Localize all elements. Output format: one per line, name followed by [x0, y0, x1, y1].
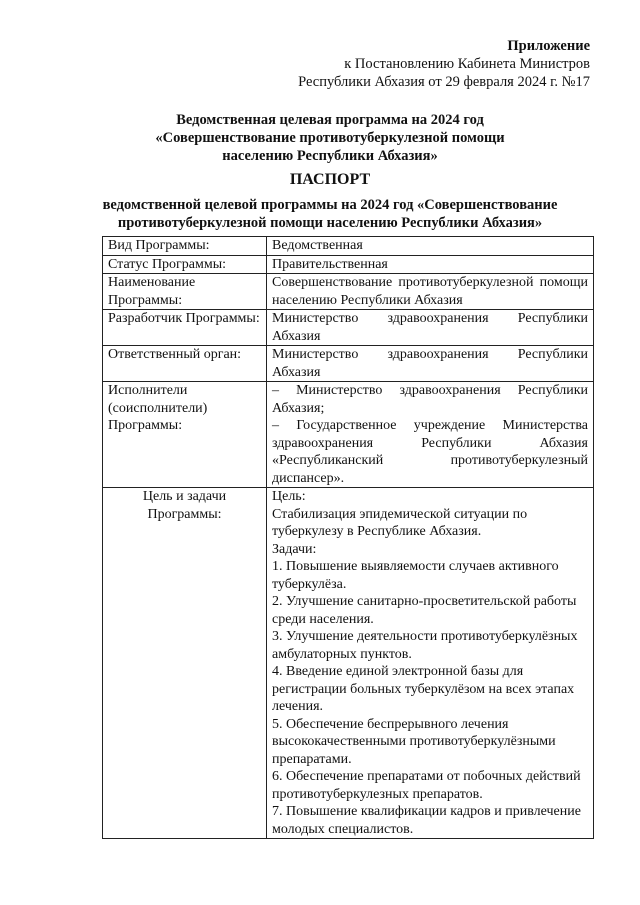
- table-row: [103, 488, 594, 839]
- status-label: Статус Программы:: [103, 255, 267, 274]
- passport-subtitle-line-1: ведомственной целевой программы на 2024 год «Совершенствование: [102, 197, 558, 213]
- developer-value: Министерство здравоохранения Республики Абхазия: [267, 310, 594, 346]
- table-row: [103, 382, 594, 488]
- tasks-heading: Задачи:: [272, 541, 317, 557]
- program-heading-line-3: населению Республики Абхазия»: [222, 148, 438, 164]
- task-item: 1. Повышение выявляемости случаев активного туберкулёза.: [272, 559, 559, 592]
- name-label: Наименование Программы:: [103, 274, 267, 310]
- developer-label: Разработчик Программы:: [103, 310, 267, 346]
- program-heading-line-2: «Совершенствование противотуберкулезной помощи: [155, 130, 505, 146]
- type-label: Вид Программы:: [103, 237, 267, 256]
- name-value: Совершенствование противотуберкулезной помощи населению Республики Абхазия: [267, 274, 594, 310]
- task-item: 2. Улучшение санитарно-просветительской работы среди населения.: [272, 594, 577, 627]
- status-value: Правительственная: [267, 255, 594, 274]
- goals-value: [267, 488, 594, 839]
- responsible-value: Министерство здравоохранения Республики Абхазия: [267, 346, 594, 382]
- task-item: 6. Обеспечение препаратами от побочных действий противотуберкулезных препаратов.: [272, 769, 581, 802]
- passport-table: [102, 236, 594, 839]
- table-row: [103, 237, 594, 256]
- task-item: 7. Повышение квалификации кадров и привлечение молодых специалистов.: [272, 804, 581, 837]
- goal-heading: Цель:: [272, 489, 306, 504]
- goals-label: Цель и задачи Программы:: [103, 488, 267, 839]
- passport-subtitle-line-2: противотуберкулезной помощи населению Республики Абхазия»: [117, 215, 543, 231]
- task-item: 3. Улучшение деятельности противотуберкулёзных амбулаторных пунктов.: [272, 629, 578, 662]
- appendix-line-2: Республики Абхазия от 29 февраля 2024 г. №17: [298, 74, 590, 90]
- task-item: 5. Обеспечение беспрерывного лечения высококачественными противотуберкулёзными препаратами.: [272, 716, 556, 767]
- appendix-line-1: к Постановлению Кабинета Министров: [344, 56, 590, 72]
- table-row: [103, 255, 594, 274]
- table-row: [103, 274, 594, 310]
- goal-text: Стабилизация эпидемической ситуации по туберкулезу в Республике Абхазия.: [272, 506, 528, 539]
- type-value: Ведомственная: [267, 237, 594, 256]
- task-item: 4. Введение единой электронной базы для регистрации больных туберкулёзом на всех этапах лечения.: [272, 664, 575, 714]
- passport-subtitle: [60, 196, 600, 232]
- executor-item: – Государственное учреждение Министерства здравоохранения Республики Абхазия «Республиканский противотуберкулезный диспансер».: [272, 418, 588, 486]
- executor-item: – Министерство здравоохранения Республики Абхазия;: [272, 383, 588, 416]
- program-heading-line-1: Ведомственная целевая программа на 2024 год: [176, 112, 484, 128]
- appendix-title: Приложение: [507, 38, 590, 54]
- table-row: [103, 310, 594, 346]
- responsible-label: Ответственный орган:: [103, 346, 267, 382]
- table-row: [103, 346, 594, 382]
- passport-title: ПАСПОРТ: [289, 171, 371, 188]
- appendix-block: [298, 37, 590, 91]
- executors-value: [267, 382, 594, 488]
- program-heading: [60, 111, 600, 165]
- executors-label: Исполнители (соисполнители) Программы:: [103, 382, 267, 488]
